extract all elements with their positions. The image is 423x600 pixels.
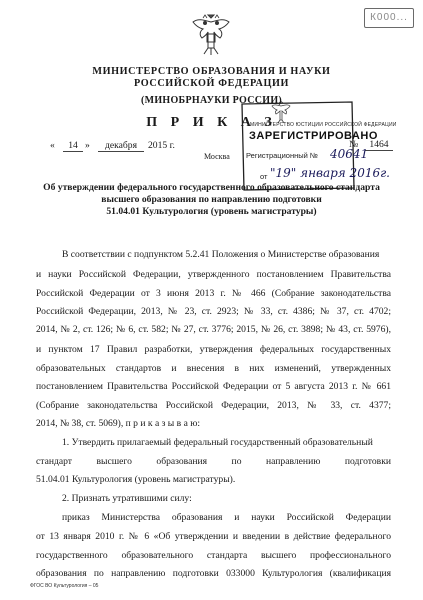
body-line: 1. Утвердить прилагаемый федеральный государственный образовательный bbox=[62, 437, 373, 448]
footer-code: ФГОС ВО Культурология – 05 bbox=[30, 583, 99, 589]
date-open-quote: « bbox=[50, 140, 55, 151]
order-number-sign: № bbox=[349, 139, 359, 150]
corner-stamp: К000... bbox=[364, 8, 414, 28]
body-line: приказ Министерства образования и науки Российской Федерации bbox=[62, 512, 391, 523]
order-number: 1464 bbox=[365, 139, 393, 151]
city: Москва bbox=[204, 152, 230, 161]
date-day: 14 bbox=[63, 140, 83, 152]
body-line: образования по направлению подготовки 033000 Культурология (квалификация bbox=[36, 568, 391, 579]
ministry-name-line1: МИНИСТЕРСТВО ОБРАЗОВАНИЯ И НАУКИ bbox=[92, 66, 331, 77]
date-year: 2015 г. bbox=[148, 140, 175, 151]
ministry-name-line2: РОССИЙСКОЙ ФЕДЕРАЦИИ bbox=[133, 78, 290, 89]
body-line: Российской Федерации от 3 июня 2013 г. № 466 (Собрание законодательства bbox=[36, 288, 391, 299]
stamp-registration-number: 40641 bbox=[330, 147, 369, 161]
body-line: 2. Признать утратившими силу: bbox=[62, 493, 192, 504]
body-line: от 13 января 2010 г. № 6 «Об утверждении и введении в действие федерального bbox=[36, 531, 391, 542]
subject-line3: 51.04.01 Культурология (уровень магистратуры) bbox=[106, 206, 317, 217]
stamp-registration-label: Регистрационный № bbox=[246, 151, 318, 160]
body-line: 2014, № 38, ст. 5069), п р и к а з ы в а ю: bbox=[36, 418, 201, 429]
body-line: 51.04.01 Культурология (уровень магистратуры). bbox=[36, 474, 236, 485]
date-month: декабря bbox=[98, 140, 144, 152]
ministry-short-name: (МИНОБРНАУКИ РОССИИ) bbox=[140, 95, 283, 106]
body-line: Российской Федерации, 2013, № 23, ст. 2923; № 33, ст. 4386; № 37, ст. 4702; bbox=[36, 306, 391, 317]
body-line: стандарт высшего образования по направлению подготовки bbox=[36, 456, 391, 467]
body-line: государственного образовательного стандарта высшего профессионального bbox=[36, 550, 391, 561]
date-close-quote: » bbox=[85, 140, 90, 151]
body-line: и науки Российской Федерации, утвержденного постановлением Правительства bbox=[36, 269, 391, 280]
stamp-ministry-name: МИНИСТЕРСТВО ЮСТИЦИИ РОССИЙСКОЙ ФЕДЕРАЦИИ bbox=[250, 122, 397, 128]
subject-line2: высшего образования по направлению подготовки bbox=[101, 194, 322, 205]
body-line: (Собрание законодательства Российской Федерации, 2013, № 33, ст. 4377; bbox=[36, 400, 391, 411]
stamp-date-label: от bbox=[260, 172, 268, 181]
body-line: и пунктом 17 Правил разработки, утверждения федеральных государственных bbox=[36, 344, 391, 355]
stamp-registered-title: ЗАРЕГИСТРИРОВАНО bbox=[249, 130, 378, 142]
body-line: 2014, № 2, ст. 126; № 6, ст. 582; № 27, ст. 3776; 2015, № 26, ст. 3898; № 43, ст. 5976), bbox=[36, 324, 391, 335]
body-line: образовательных стандартов и внесения в них изменений, утвержденных bbox=[36, 363, 391, 374]
body-line: В соответствии с подпунктом 5.2.41 Положения о Министерстве образования bbox=[62, 249, 380, 260]
order-title: П Р И К А З bbox=[146, 115, 277, 130]
stamp-registration-date: "19" января 2016г. bbox=[270, 166, 390, 180]
subject-line1: Об утверждении федерального государственного образовательного стандарта bbox=[43, 182, 380, 193]
body-line: постановлением Правительства Российской Федерации от 5 августа 2013 г. № 661 bbox=[36, 381, 391, 392]
coat-of-arms-emblem bbox=[190, 12, 232, 58]
